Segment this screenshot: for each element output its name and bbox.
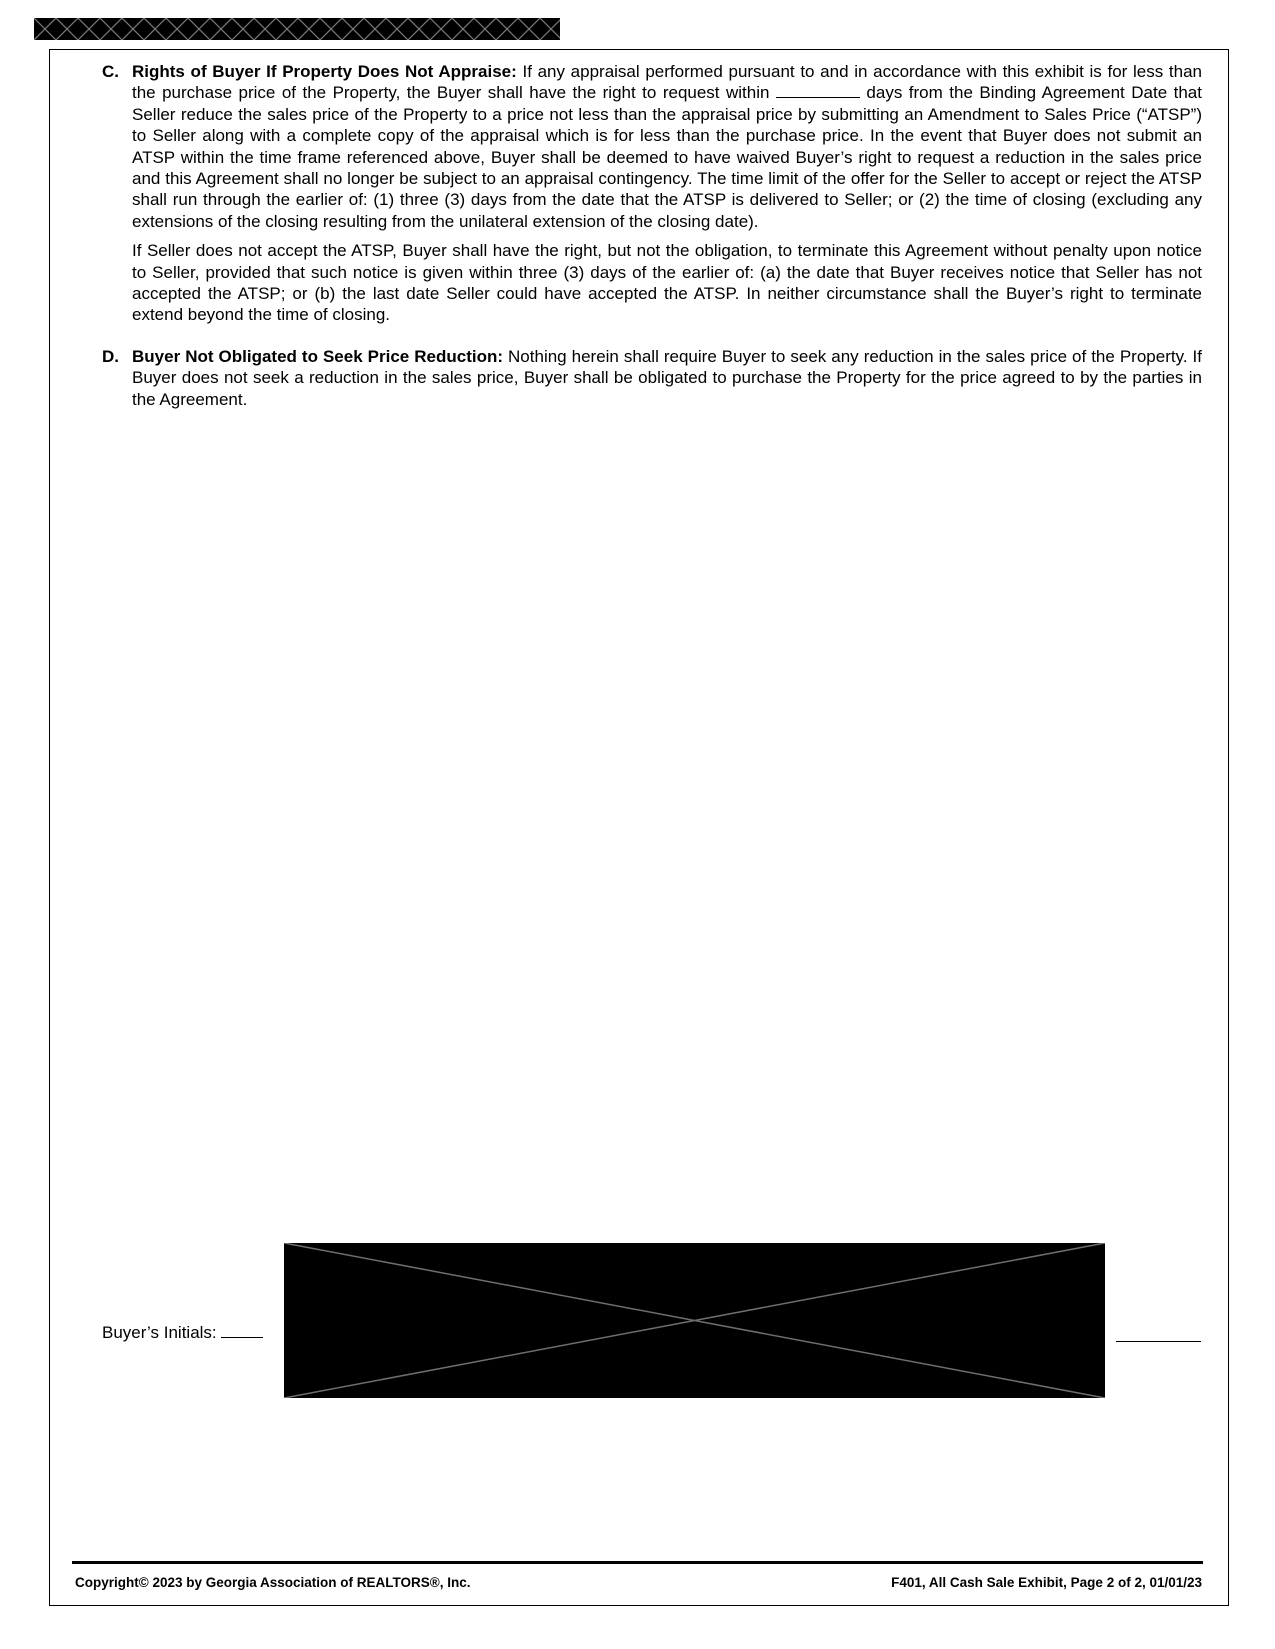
redacted-signature-block — [284, 1243, 1105, 1398]
section-c-text-2: days from the Binding Agreement Date that Seller reduce the sales price of the Property to a price not less than the appraisal price by submitting an Amendment to Sales Price (“ATSP”) to Seller along with a complete copy of the appraisal which is for less than the purchase price. In the event that Buyer does not submit an ATSP within the time frame referenced above, Buyer shall be deemed to have waived Buyer’s right to request a reduction in the sales price and this Agreement shall no longer be subject to an appraisal contingency. The time limit of the offer for the Seller to accept or reject the ATSP shall run through the earlier of: (1) three (3) days from the date that the ATSP is delivered to Seller; or (2) the time of closing (excluding any extensions of the closing resulting from the unilateral extension of the closing date). — [132, 83, 1202, 231]
section-d-letter: D. — [102, 347, 119, 366]
section-c-paragraph-1 — [132, 61, 1202, 232]
section-c — [102, 61, 1202, 326]
section-d-title: Buyer Not Obligated to Seek Price Reduction: — [132, 347, 504, 366]
buyer-initials-row — [102, 1322, 263, 1343]
section-d-text: Nothing herein shall require Buyer to seek any reduction in the sales price of the Property. If Buyer does not seek a reduction in the sales price, Buyer shall be obligated to purchase the Property for the price agreed to by the parties in the Agreement. — [132, 347, 1203, 409]
buyer-initials-field[interactable] — [221, 1323, 263, 1338]
section-c-paragraph-2: If Seller does not accept the ATSP, Buyer shall have the right, but not the obligation, to terminate this Agreement without penalty upon notice to Seller, provided that such notice is given within three (3) days of the earlier of: (a) the date that Buyer receives notice that Seller has not accepted the ATSP; or (b) the last date Seller could have accepted the ATSP. In neither circumstance shall the Buyer’s right to terminate extend beyond the time of closing. — [132, 241, 1202, 325]
redacted-header-bar — [34, 18, 560, 40]
buyer-initials-label: Buyer’s Initials: — [102, 1323, 217, 1342]
section-c-text-1: If any appraisal performed pursuant to and in accordance with this exhibit is for less than the purchase price of the Property, the Buyer shall have the right to request within — [132, 62, 1202, 103]
redaction-cross-icon — [284, 1243, 1105, 1398]
footer-divider — [72, 1561, 1203, 1564]
section-d — [102, 346, 1202, 410]
section-c-title: Rights of Buyer If Property Does Not Appraise: — [132, 62, 517, 81]
footer-copyright: Copyright© 2023 by Georgia Association of REALTORS®, Inc. — [75, 1575, 471, 1590]
section-d-paragraph — [132, 346, 1202, 410]
days-blank-field[interactable] — [776, 83, 860, 98]
section-c-letter: C. — [102, 62, 119, 81]
footer-form-id: F401, All Cash Sale Exhibit, Page 2 of 2, 01/01/23 — [891, 1575, 1202, 1590]
seller-initials-field[interactable] — [1116, 1341, 1201, 1342]
redaction-pattern-icon — [34, 18, 560, 40]
